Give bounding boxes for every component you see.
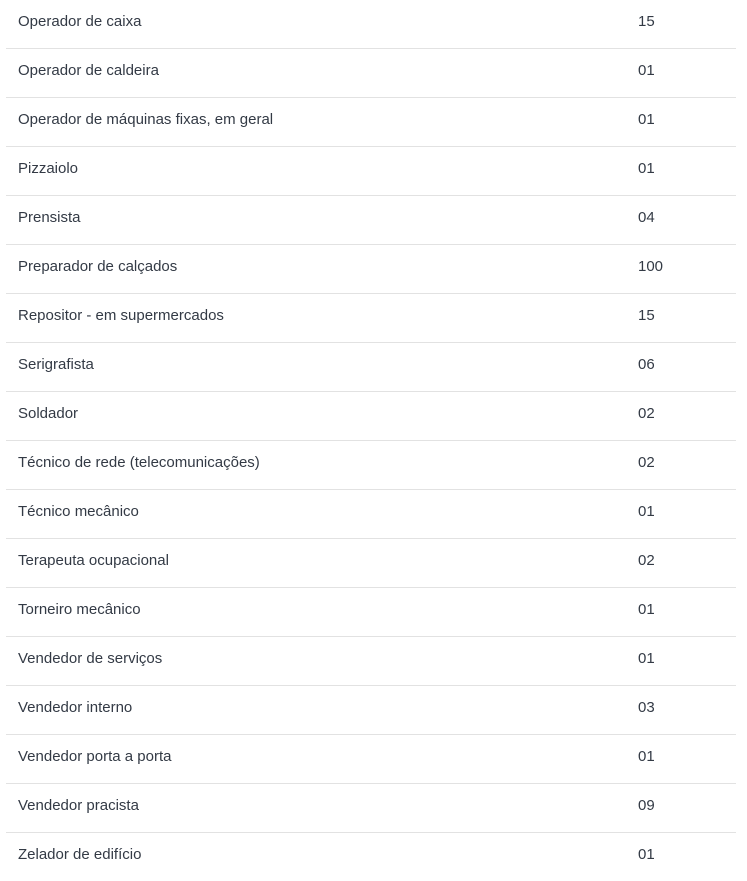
occupation-cell: Pizzaiolo bbox=[18, 160, 79, 177]
occupation-cell: Vendedor pracista bbox=[18, 797, 139, 814]
table-row bbox=[6, 588, 736, 637]
table-row bbox=[6, 784, 736, 833]
vacancy-count-cell: 01 bbox=[638, 503, 655, 520]
occupation-cell: Vendedor interno bbox=[18, 699, 133, 716]
occupation-cell: Técnico de rede (telecomunicações) bbox=[18, 454, 260, 471]
table-row bbox=[6, 637, 736, 686]
table-row bbox=[6, 343, 736, 392]
table-row bbox=[6, 392, 736, 441]
occupation-cell: Operador de caixa bbox=[18, 13, 142, 30]
table-row bbox=[6, 686, 736, 735]
vacancy-count-cell: 06 bbox=[638, 356, 655, 373]
vacancy-count-cell: 04 bbox=[638, 209, 655, 226]
vacancy-count-cell: 01 bbox=[638, 748, 655, 765]
table-row bbox=[6, 147, 736, 196]
occupation-cell: Terapeuta ocupacional bbox=[18, 552, 169, 569]
table-row bbox=[6, 245, 736, 294]
vacancy-count-cell: 01 bbox=[638, 111, 655, 128]
table-row bbox=[6, 441, 736, 490]
occupation-cell: Preparador de calçados bbox=[18, 258, 178, 275]
vacancy-count-cell: 02 bbox=[638, 552, 655, 569]
occupation-cell: Torneiro mecânico bbox=[18, 601, 141, 618]
vacancy-count-cell: 100 bbox=[638, 258, 664, 275]
vacancy-count-cell: 02 bbox=[638, 405, 655, 422]
vacancy-count-cell: 15 bbox=[638, 307, 655, 324]
table-row bbox=[6, 833, 736, 881]
table-row bbox=[6, 196, 736, 245]
occupation-cell: Zelador de edifício bbox=[18, 846, 142, 863]
table-row bbox=[6, 49, 736, 98]
vacancy-count-cell: 09 bbox=[638, 797, 655, 814]
table-row bbox=[6, 294, 736, 343]
occupation-cell: Soldador bbox=[18, 405, 79, 422]
vacancy-count-cell: 01 bbox=[638, 160, 655, 177]
vacancy-count-cell: 01 bbox=[638, 62, 655, 79]
occupation-cell: Prensista bbox=[18, 209, 81, 226]
table-row bbox=[6, 0, 736, 49]
vacancy-count-cell: 03 bbox=[638, 699, 655, 716]
job-openings-table bbox=[6, 0, 736, 881]
vacancy-count-cell: 02 bbox=[638, 454, 655, 471]
occupation-cell: Operador de caldeira bbox=[18, 62, 159, 79]
occupation-cell: Vendedor de serviços bbox=[18, 650, 163, 667]
occupation-cell: Repositor - em supermercados bbox=[18, 307, 224, 324]
vacancy-count-cell: 01 bbox=[638, 846, 655, 863]
occupation-cell: Operador de máquinas fixas, em geral bbox=[18, 111, 274, 128]
table-row bbox=[6, 735, 736, 784]
vacancy-count-cell: 15 bbox=[638, 13, 655, 30]
table-row bbox=[6, 98, 736, 147]
table-row bbox=[6, 490, 736, 539]
occupation-cell: Técnico mecânico bbox=[18, 503, 139, 520]
vacancy-count-cell: 01 bbox=[638, 601, 655, 618]
occupation-cell: Vendedor porta a porta bbox=[18, 748, 172, 765]
vacancy-count-cell: 01 bbox=[638, 650, 655, 667]
occupation-cell: Serigrafista bbox=[18, 356, 94, 373]
table-row bbox=[6, 539, 736, 588]
